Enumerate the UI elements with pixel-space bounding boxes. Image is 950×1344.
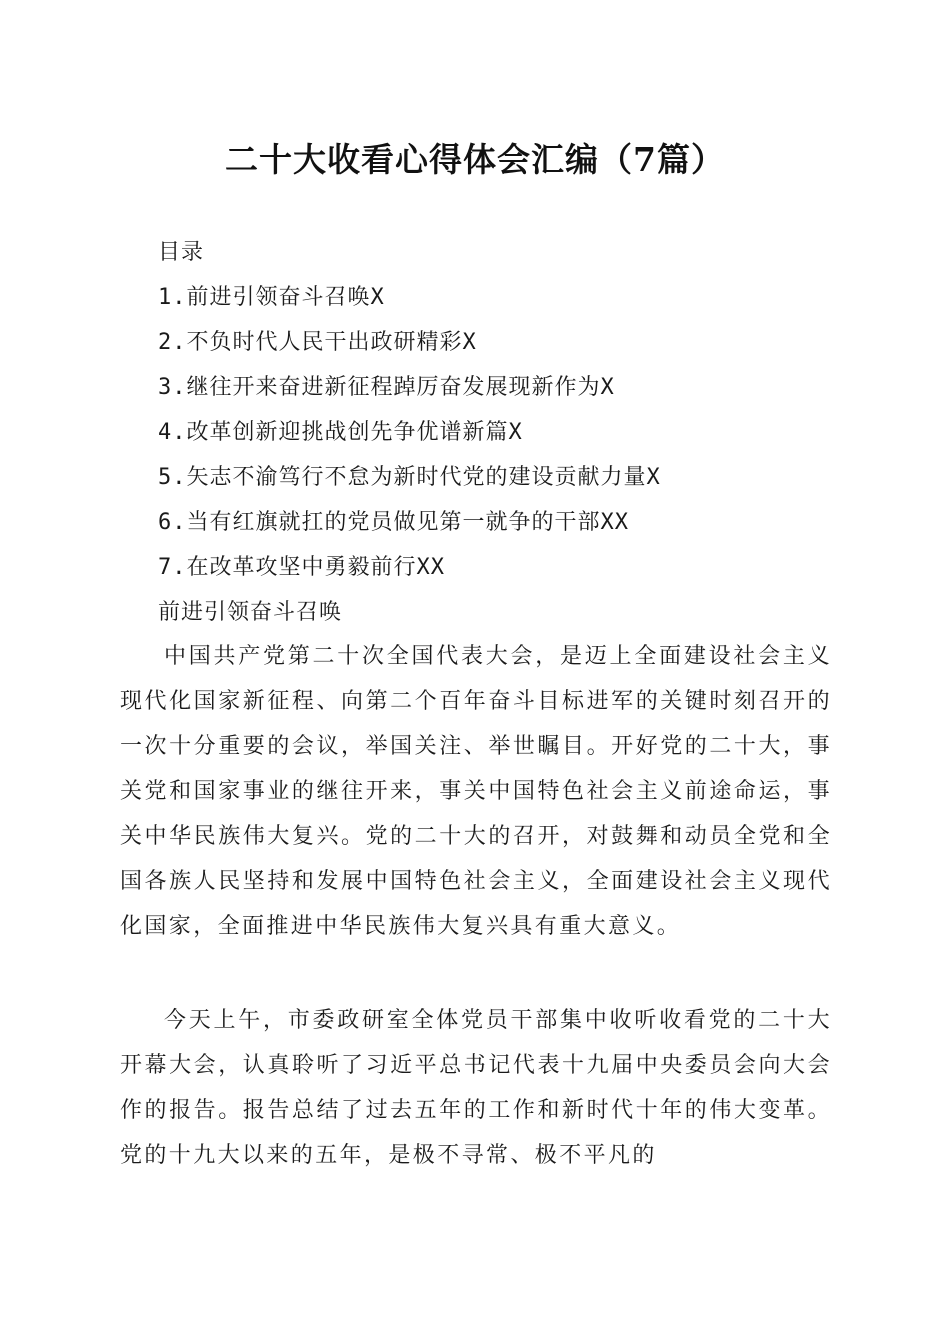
toc-item: 3.继往开来奋进新征程踔厉奋发展现新作为X — [158, 375, 615, 400]
section-heading: 前进引领奋斗召唤 — [158, 600, 343, 625]
body-paragraph: 中国共产党第二十次全国代表大会，是迈上全面建设社会主义现代化国家新征程、向第二个百年奋斗目标进军的关键时刻召开的一次十分重要的会议，举国关注、举世瞩目。开好党的二十大，事关党和国家事业的继往开来，事关中国特色社会主义前途命运，事关中华民族伟大复兴。党的二十大的召开，对鼓舞和动员全党和全国各族人民坚持和发展中国特色社会主义，全面建设社会主义现代化国家，全面推进中华民族伟大复兴具有重大意义。 — [120, 644, 832, 939]
body-paragraph: 今天上午，市委政研室全体党员干部集中收听收看党的二十大开幕大会，认真聆听了习近平总书记代表十九届中央委员会向大会作的报告。报告总结了过去五年的工作和新时代十年的伟大变革。党的十九大以来的五年，是极不寻常、极不平凡的 — [120, 1008, 832, 1168]
toc-item: 2.不负时代人民干出政研精彩X — [158, 330, 477, 355]
toc-item: 1.前进引领奋斗召唤X — [158, 285, 385, 310]
table-of-contents — [158, 230, 858, 590]
document-title: 二十大收看心得体会汇编（7篇） — [225, 140, 725, 179]
toc-item: 5.矢志不渝笃行不怠为新时代党的建设贡献力量X — [158, 465, 661, 490]
toc-item: 7.在改革攻坚中勇毅前行XX — [158, 555, 445, 580]
toc-item: 6.当有红旗就扛的党员做见第一就争的干部XX — [158, 510, 629, 535]
toc-heading: 目录 — [158, 240, 205, 265]
toc-item: 4.改革创新迎挑战创先争优谱新篇X — [158, 420, 523, 445]
